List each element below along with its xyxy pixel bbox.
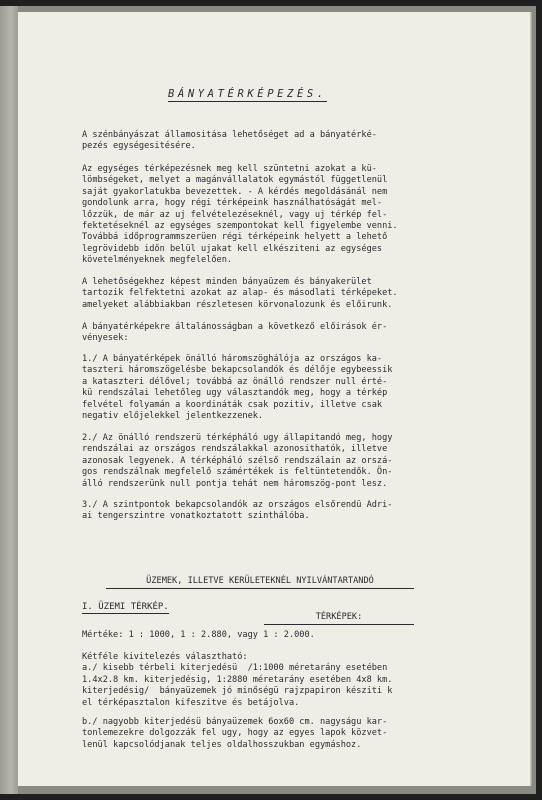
paragraph-rule-1: 1./ A bányatérképek önálló háromszöghálója az országos ka- taszteri háromszögelésbe bekapcsolandók és délője egybeessik a kataszteri délővel; továbbá az önálló rendszer null érté- kü rendszálai lehetőleg ugy választandók meg, hogy a térkép felvétel folyamán a koordináták csak pozitiv, illetve csak negativ előjelekkel jelentkezzenek. bbox=[82, 354, 393, 422]
paragraph-variant-b: b./ nagyobb kiterjedésü bányaüzemek 6ox60 cm. nagyságu kar- tonlemezekre dolgozzák fel ugy, hogy az egyes lapok közvet- lenül kapcsolódjanak teljes oldalhosszukban egymáshoz. bbox=[82, 717, 388, 750]
paragraph-requirements: A bányatérképekre általánosságban a következő előirások ér- vényesek: bbox=[82, 322, 388, 344]
paragraph-maps: A lehetőségekhez képest minden bányaüzem és bányakerület tartozik felfektetni azokat az alap- és másodlati térképeket. amelyeket alábbiakban részletesen körvonalozunk és előirunk. bbox=[82, 277, 398, 310]
subheading-uzemi-terkep: I. ÜZEMI TÉRKÉP. bbox=[82, 602, 169, 612]
paragraph-rule-2: 2./ Az önálló rendszerü térképháló ugy állapitandó meg, hogy rendszálai az országos rendszálakkal azonosithatók, illetve azonosak legyenek. A térképháló szélső rendszálain az orszá- gos rendszálnak megfelelő számértékek is feltüntetendők. Ön- álló rendszerünk null pontja tehát nem háromszög-pont lesz. bbox=[82, 433, 393, 489]
document-title: BÁNYATÉRKÉPEZÉS. bbox=[168, 88, 327, 100]
cover-spine bbox=[0, 6, 18, 794]
scale-line: Mértéke: 1 : 1000, 1 : 2.880, vagy 1 : 2.000. bbox=[82, 630, 315, 640]
paragraph-intro: A szénbányászat államositása lehetőséget ad a bányatérké- pezés egységesitésére. bbox=[82, 130, 377, 152]
section-heading-line-1: ÜZEMEK, ILLETVE KERÜLETEKNÉL NYILVÁNTARTANDÓ bbox=[106, 576, 414, 589]
paragraph-unification: Az egységes térképezésnek meg kell szüntetni azokat a kü- lömbségeket, melyet a magánvállalatok egymástól függetlenül saját gyakorlatukba bevezettek. - A kérdés megoldásánál nem gondolunk arra, hogy régi térképeink használhatóságát mel- lőzzük, de már az uj felvételezéseknél, vagy uj térkép fel- fektetéseknél az egységes szempontokat kell figyelembe venni. Továbbá időprogrammszerüen régi térképeink helyett a lehető legrövidebb időn belül ujakat kell elkésziteni az egységes követelményeknek megfelelően. bbox=[82, 164, 398, 266]
document-page bbox=[18, 12, 530, 786]
section-heading-line-2: TÉRKÉPEK: bbox=[264, 612, 414, 625]
page-content bbox=[18, 12, 530, 786]
paragraph-rule-3: 3./ A szintpontok bekapcsolandók az országos elsőrendü Adri- ai tengerszintre vonatkoztatott szinthálóba. bbox=[82, 500, 393, 522]
paragraph-variants: Kétféle kivitelezés választható: a./ kisebb térbeli kiterjedésü /1:1000 méretarány esetében 1.4x2.8 km. kiterjedésig, 1:2880 méretarány esetében 4x8 km. kiterjedésig/ bányaüzemek jó minőségü rajzpapiron késziti k el térképasztalon kifeszitve és betájolva. bbox=[82, 652, 393, 708]
